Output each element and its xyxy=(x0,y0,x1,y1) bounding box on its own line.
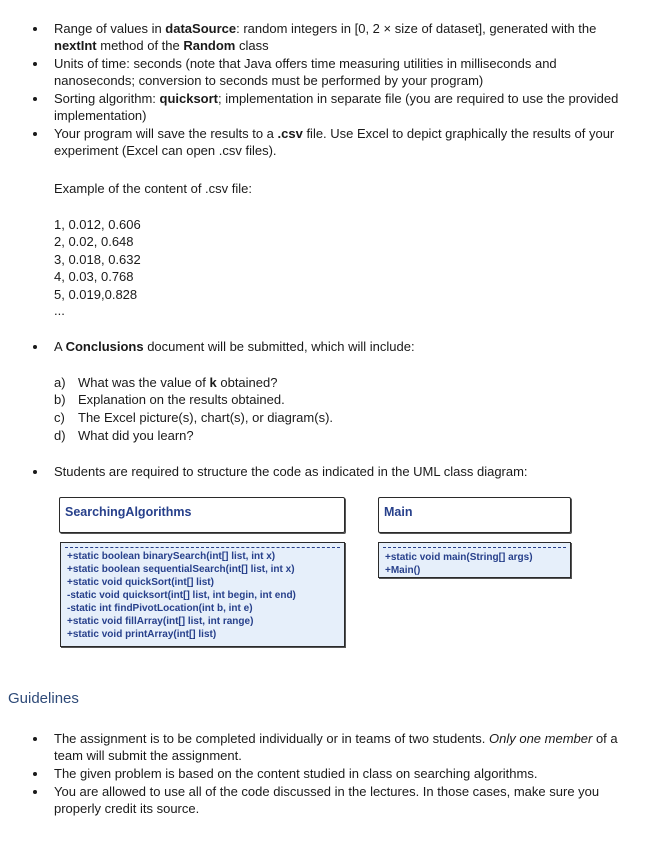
bullet-icon xyxy=(33,97,37,101)
requirements-list xyxy=(0,20,654,159)
ordered-item: c) The Excel picture(s), chart(s), or diagram(s). xyxy=(54,410,334,425)
csv-line: 1, 0.012, 0.606 xyxy=(54,217,141,232)
list-item: Sorting algorithm: quicksort; implementation in separate file (you are required to use the provided implementation) xyxy=(0,90,654,124)
uml-method: +static void printArray(int[] list) xyxy=(67,629,217,640)
bullet-icon xyxy=(33,132,37,136)
bullet-icon xyxy=(33,772,37,776)
list-item: Students are required to structure the code as indicated in the UML class diagram: xyxy=(0,463,654,480)
bullet-icon xyxy=(33,737,37,741)
bullet-icon xyxy=(33,27,37,31)
list-item: Your program will save the results to a .csv file. Use Excel to depict graphically the results of your experiment (Excel can open .csv files). xyxy=(0,125,654,159)
bullet-icon xyxy=(33,345,37,349)
uml-method: +Main() xyxy=(385,565,421,576)
bullet-icon xyxy=(33,470,37,474)
conclusions-list xyxy=(0,338,654,355)
uml-method: +static boolean sequentialSearch(int[] list, int x) xyxy=(67,564,295,575)
ordered-item: b) Explanation on the results obtained. xyxy=(54,392,285,407)
guidelines-list xyxy=(0,730,654,817)
csv-line: ... xyxy=(54,303,65,318)
uml-class-main-header xyxy=(378,497,571,533)
uml-divider xyxy=(383,547,566,548)
uml-divider xyxy=(65,547,340,548)
list-item: Range of values in dataSource: random integers in [0, 2 × size of dataset], generated with the nextInt method of the Random class xyxy=(0,20,654,54)
uml-method: +static void main(String[] args) xyxy=(385,552,533,563)
list-item: Units of time: seconds (note that Java offers time measuring utilities in milliseconds and nanoseconds; conversion to seconds must be performed by your program) xyxy=(0,55,654,89)
csv-line: 5, 0.019,0.828 xyxy=(54,287,138,302)
list-item: You are allowed to use all of the code discussed in the lectures. In those cases, make sure you properly credit its source. xyxy=(0,783,654,817)
uml-method: -static int findPivotLocation(int b, int e) xyxy=(67,603,253,614)
uml-method: +static void quickSort(int[] list) xyxy=(67,577,214,588)
uml-method: +static void fillArray(int[] list, int range) xyxy=(67,616,254,627)
uml-intro-list xyxy=(0,463,654,480)
uml-class-name: Main xyxy=(384,505,413,519)
ordered-item: d) What did you learn? xyxy=(54,428,194,443)
uml-method: +static boolean binarySearch(int[] list, int x) xyxy=(67,551,276,562)
bullet-icon xyxy=(33,62,37,66)
csv-line: 4, 0.03, 0.768 xyxy=(54,269,134,284)
uml-class-name: SearchingAlgorithms xyxy=(65,505,192,519)
uml-class-searchingalgorithms-header xyxy=(59,497,345,533)
bullet-icon xyxy=(33,790,37,794)
list-item: A Conclusions document will be submitted, which will include: xyxy=(0,338,654,355)
ordered-item: a) What was the value of k obtained? xyxy=(54,375,278,390)
uml-class-main-methods xyxy=(378,542,571,578)
uml-class-searchingalgorithms-methods xyxy=(60,542,345,647)
list-item: The assignment is to be completed individually or in teams of two students. Only one member of a team will submit the assignment. xyxy=(0,730,654,764)
csv-line: 3, 0.018, 0.632 xyxy=(54,252,141,267)
csv-line: 2, 0.02, 0.648 xyxy=(54,234,134,249)
guidelines-heading: Guidelines xyxy=(8,690,79,707)
csv-intro: Example of the content of .csv file: xyxy=(54,181,252,196)
list-item: The given problem is based on the content studied in class on searching algorithms. xyxy=(0,765,654,782)
uml-method: -static void quicksort(int[] list, int begin, int end) xyxy=(67,590,296,601)
